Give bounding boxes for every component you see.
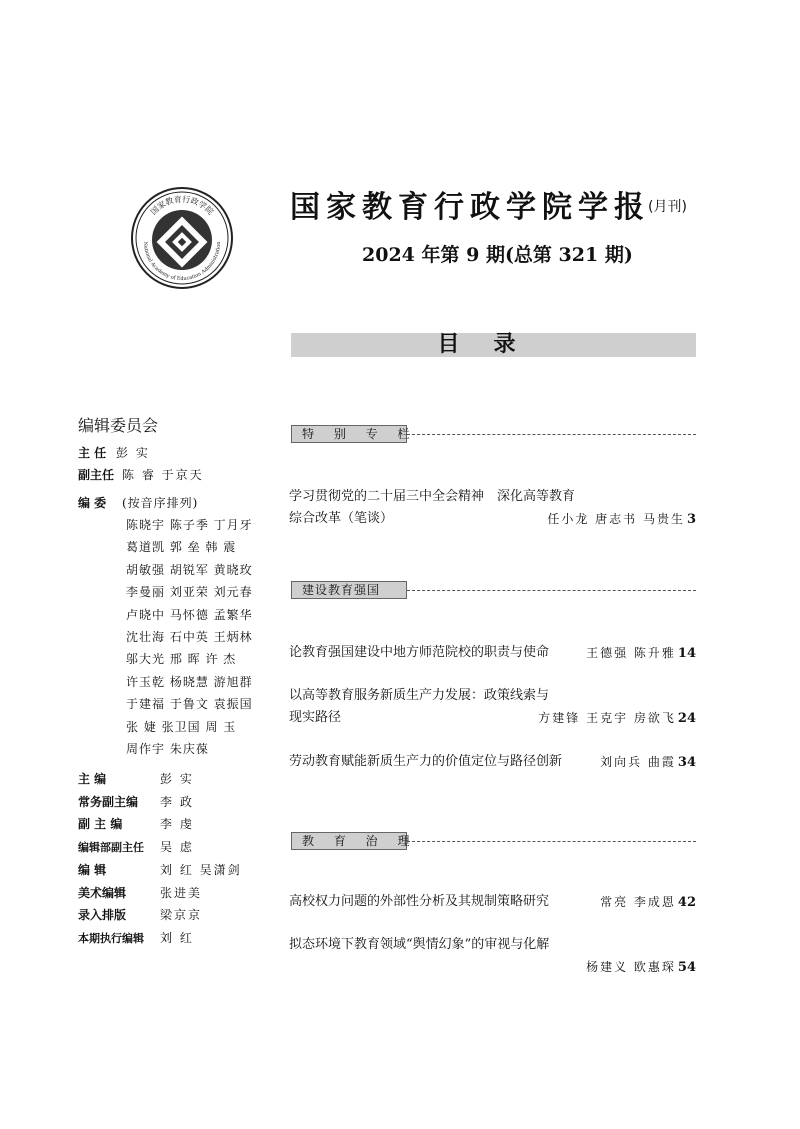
staff-row: [78, 768, 278, 791]
section-label: 建设教育强国: [291, 581, 407, 599]
board-director-row: [78, 442, 278, 464]
section-header-special: [291, 425, 696, 443]
toc-entry[interactable]: [289, 642, 696, 664]
board-deputy-row: [78, 464, 278, 486]
article-title: 劳动教育赋能新质生产力的价值定位与路径创新: [289, 754, 563, 769]
article-authors: 常亮 李成恩: [600, 895, 676, 909]
member-line: 李曼丽 刘亚荣 刘元春: [126, 585, 253, 600]
director-label: 主 任: [78, 446, 107, 460]
article-page: 14: [677, 646, 696, 661]
staff-role: 美术编辑: [78, 885, 127, 900]
staff-row: [78, 791, 278, 814]
article-page: 42: [677, 895, 696, 910]
editorial-staff: [78, 768, 278, 950]
academy-logo: [130, 186, 234, 290]
article-title: 高校权力问题的外部性分析及其规制策略研究: [289, 894, 550, 909]
journal-title: 国家教育行政学院学报: [290, 190, 650, 225]
journal-frequency: (月刊): [648, 199, 687, 215]
article-title: 拟态环境下教育领域“舆情幻象”的审视与化解: [289, 937, 550, 952]
staff-role: 副 主 编: [78, 817, 123, 832]
article-authors: 任小龙 唐志书 马贵生: [547, 512, 685, 526]
article-title: 综合改革（笔谈）: [289, 511, 394, 526]
director-name: 彭 实: [116, 446, 150, 460]
board-members-list: [78, 514, 278, 760]
staff-name: 李 政: [160, 794, 194, 809]
member-line: 邬大光 邢 晖 许 杰: [126, 652, 237, 667]
contents-heading: 目录: [291, 333, 696, 357]
section-divider: [407, 590, 696, 591]
deputy-names: 陈 睿 于京天: [122, 468, 204, 482]
member-line: 卢晓中 马怀德 孟繁华: [126, 607, 253, 622]
article-page: 54: [677, 960, 696, 975]
staff-name: 刘 红 吴潇剑: [160, 863, 242, 878]
toc-entry[interactable]: [289, 891, 696, 913]
toc-entry[interactable]: [289, 486, 696, 530]
staff-row: [78, 927, 278, 951]
logo-name-cn: 国家教育行政学院: [148, 194, 216, 217]
staff-role: 编辑部副主任: [78, 840, 144, 854]
staff-name: 刘 红: [160, 930, 194, 945]
member-line: 许玉乾 杨晓慧 游旭群: [126, 674, 253, 689]
staff-row: [78, 813, 278, 836]
member-line: 于建福 于鲁文 袁振国: [126, 697, 253, 712]
section-label: 教 育 治 理: [291, 832, 407, 850]
members-note: (按音序排列): [122, 496, 199, 510]
staff-row: [78, 882, 278, 905]
staff-role: 常务副主编: [78, 794, 139, 809]
article-page: 3: [686, 512, 696, 527]
staff-name: 吴 虑: [160, 839, 194, 854]
board-title: 编辑委员会: [78, 416, 159, 435]
section-header-governance: [291, 832, 696, 850]
staff-role: 编 辑: [78, 863, 107, 878]
article-authors: 杨建义 欧惠琛: [586, 960, 676, 974]
staff-row: [78, 836, 278, 860]
member-line: 胡敏强 胡锐军 黄晓玫: [126, 562, 253, 577]
staff-name: 李 虔: [160, 817, 194, 832]
member-line: 张 婕 张卫国 周 玉: [126, 719, 237, 734]
staff-row: [78, 904, 278, 927]
staff-name: 张进美: [160, 885, 203, 900]
staff-role: 本期执行编辑: [78, 931, 144, 945]
staff-role: 录入排版: [78, 908, 127, 923]
article-page: 24: [677, 711, 696, 726]
section-divider: [407, 434, 696, 435]
editorial-board: [78, 413, 278, 950]
article-authors: 方建锋 王克宇 房欲飞: [538, 711, 676, 725]
members-label: 编 委: [78, 496, 107, 510]
member-line: 沈壮海 石中英 王炳林: [126, 630, 253, 645]
staff-name: 梁京京: [160, 908, 203, 923]
article-title: 论教育强国建设中地方师范院校的职责与使命: [289, 645, 550, 660]
article-authors: 刘向兵 曲霞: [600, 755, 676, 769]
staff-name: 彭 实: [160, 772, 194, 787]
logo-name-en: National Academy of Education Administration: [141, 241, 223, 283]
section-header-education-power: [291, 581, 696, 599]
toc-entry[interactable]: [289, 751, 696, 773]
member-line: 葛道凯 郭 垒 韩 震: [126, 540, 237, 555]
toc-entry[interactable]: [289, 685, 696, 729]
article-title: 以高等教育服务新质生产力发展：政策线索与: [289, 688, 550, 703]
article-page: 34: [677, 755, 696, 770]
board-members-row: [78, 492, 278, 514]
deputy-label: 副主任: [78, 468, 115, 482]
staff-role: 主 编: [78, 772, 107, 787]
member-line: 陈晓宇 陈子季 丁月牙: [126, 518, 253, 532]
section-label: 特 别 专 栏: [291, 425, 407, 443]
toc-entry[interactable]: [289, 934, 696, 978]
article-authors: 王德强 陈升雅: [586, 646, 676, 660]
article-title: 现实路径: [289, 710, 342, 725]
issue-number: 2024 年第 9 期(总第 321 期): [362, 244, 633, 266]
article-title: 学习贯彻党的二十届三中全会精神 深化高等教育: [289, 489, 576, 504]
member-line: 周作宇 朱庆葆: [126, 742, 209, 757]
section-divider: [407, 841, 696, 842]
staff-row: [78, 859, 278, 882]
